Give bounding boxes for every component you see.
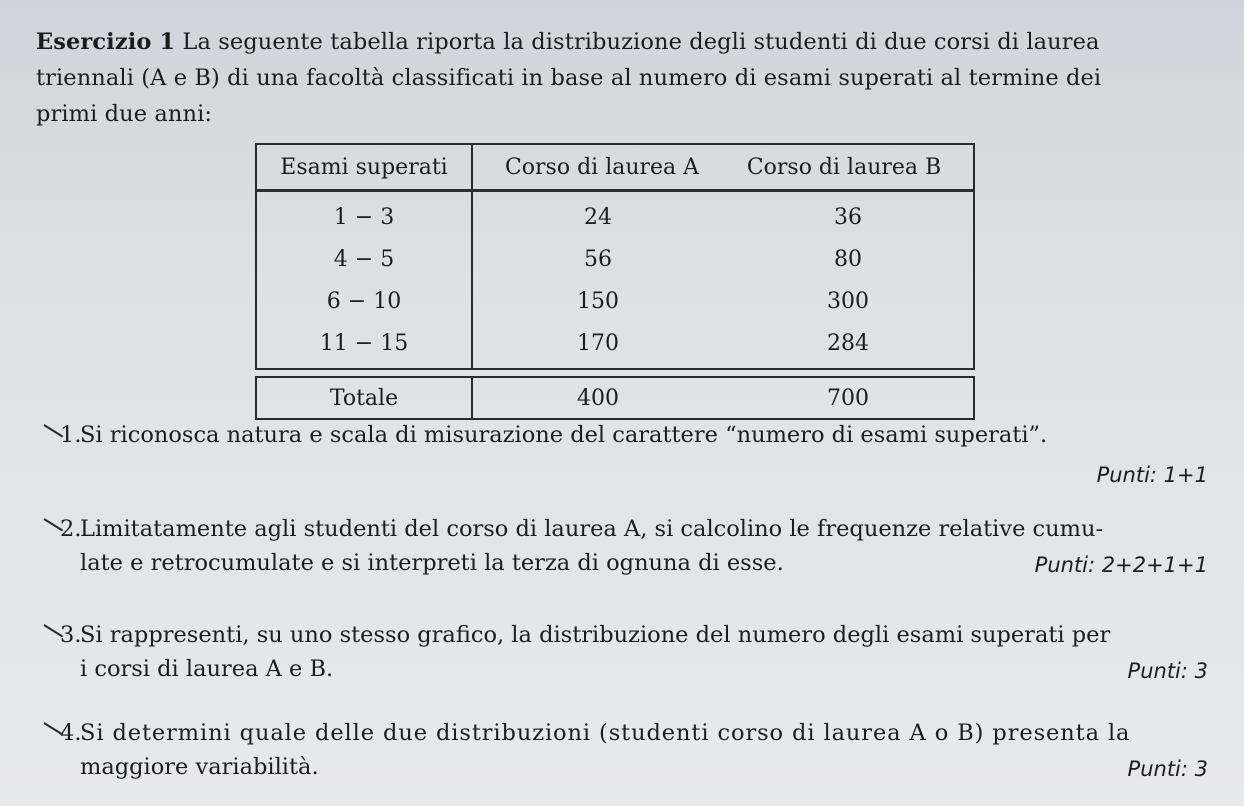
distribution-table [255,143,975,420]
cell-a: 170 [472,322,723,369]
question-number: 3. [60,622,82,648]
cell-range: 4 − 5 [256,238,472,280]
exercise-intro [36,24,1216,132]
intro-line-1 [36,24,1216,60]
question-text-line: i corsi di laurea A e B. [80,656,334,682]
question-text-line: Si riconosca natura e scala di misurazione del carattere “numero di esami superati”. [80,422,1048,448]
question-points: Punti: 3 [1127,757,1208,781]
cell-b: 80 [723,238,974,280]
question-4 [60,716,1220,784]
question-number: 2. [60,516,82,542]
question-3 [60,618,1220,686]
table-total-row [256,377,974,419]
table-row [256,191,974,239]
header-corso-a: Corso di laurea A [472,144,723,191]
intro-line-3: primi due anni: [36,101,213,127]
question-text-line: Limitatamente agli studenti del corso di laurea A, si calcolino le frequenze relative cumu- [80,516,1104,542]
table-gap [256,369,974,377]
question-points: Punti: 3 [1127,659,1208,683]
question-points: Punti: 2+2+1+1 [1034,553,1208,577]
total-b: 700 [723,377,974,419]
cell-b: 36 [723,191,974,239]
cell-range: 1 − 3 [256,191,472,239]
header-corso-b: Corso di laurea B [723,144,974,191]
question-1 [60,418,1220,487]
question-text-line: maggiore variabilità. [80,754,319,780]
cell-range: 11 − 15 [256,322,472,369]
table-row [256,280,974,322]
cell-b: 300 [723,280,974,322]
header-esami-superati: Esami superati [256,144,472,191]
cell-a: 24 [472,191,723,239]
table-row [256,322,974,369]
cell-b: 284 [723,322,974,369]
intro-line-2: triennali (A e B) di una facoltà classificati in base al numero di esami superati al termine dei [36,65,1102,91]
question-points: Punti: 1+1 [1096,463,1208,487]
question-text-line: Si rappresenti, su uno stesso grafico, la distribuzione del numero degli esami superati per [80,622,1111,648]
cell-range: 6 − 10 [256,280,472,322]
cell-a: 150 [472,280,723,322]
total-label: Totale [256,377,472,419]
cell-a: 56 [472,238,723,280]
question-number: 4. [60,720,82,746]
table-row [256,238,974,280]
question-text-line: Si determini quale delle due distribuzioni (studenti corso di laurea A o B) presenta la [80,720,1131,746]
total-a: 400 [472,377,723,419]
table-header-row [256,144,974,191]
intro-line-1-text: La seguente tabella riporta la distribuzione degli studenti di due corsi di laurea [182,29,1100,55]
question-number: 1. [60,422,82,448]
question-text-line: late e retrocumulate e si interpreti la terza di ognuna di esse. [80,550,784,576]
exercise-label: Esercizio 1 [36,29,176,55]
question-2 [60,512,1220,580]
